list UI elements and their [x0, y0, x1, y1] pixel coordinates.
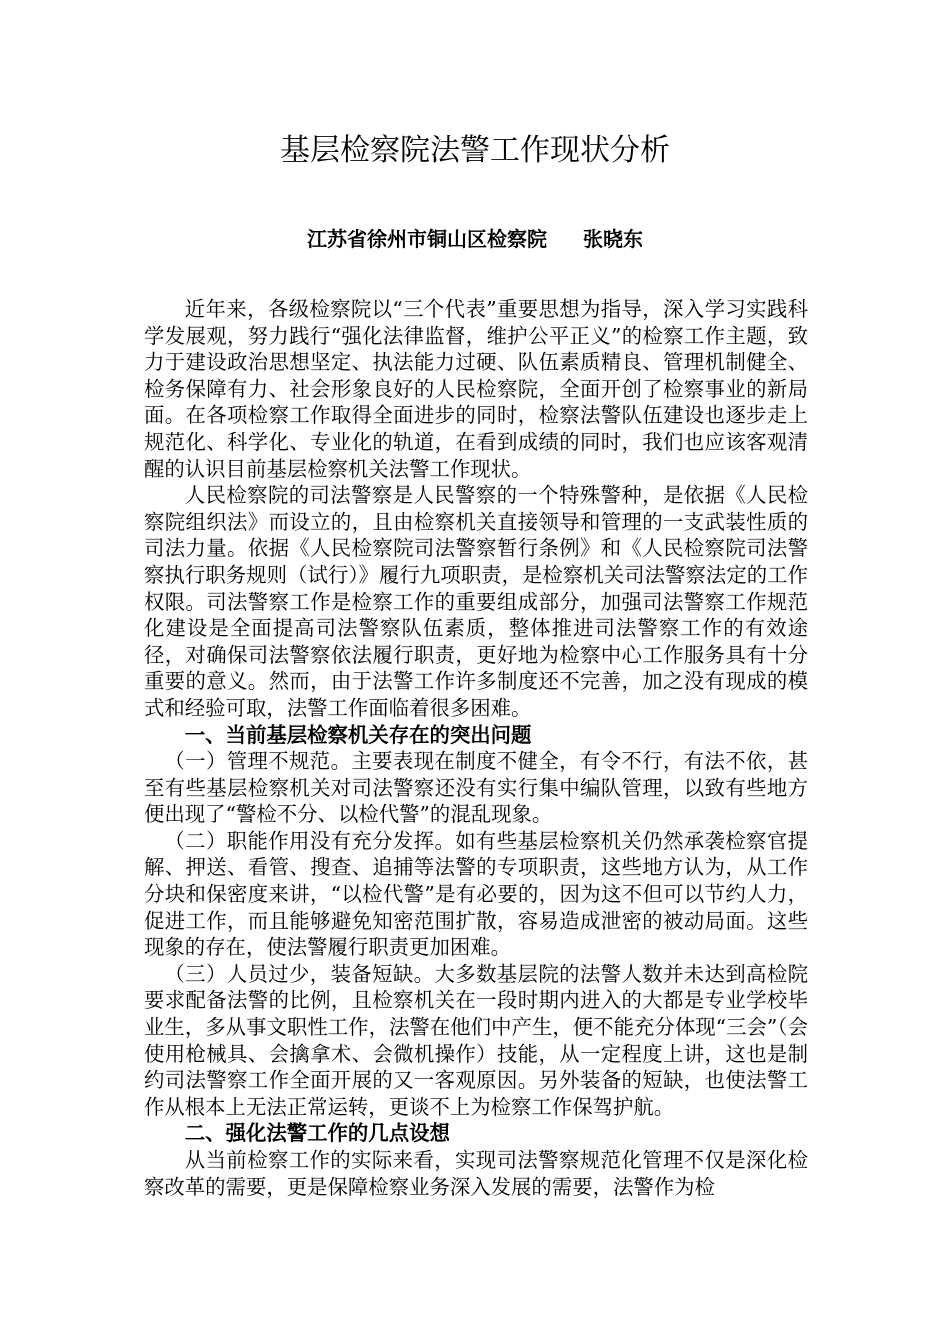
section-heading-problems: 一、当前基层检察机关存在的突出问题: [184, 722, 532, 747]
paragraph-intro: 近年来，各级检察院以“三个代表”重要思想为指导，深入学习实践科学发展观，努力践行“强化法律监督，维护公平正义”的检察工作主题，致力于建设政治思想坚定、执法能力过硬、队伍素质精良、管理机制健全、检务保障有力、社会形象良好的人民检察院，全面开创了检察事业的新局面。在各项检察工作取得全面进步的同时，检察法警队伍建设也逐步走上规范化、科学化、专业化的轨道，在看到成绩的同时，我们也应该客观清醒的认识目前基层检察机关法警工作现状。: [144, 297, 808, 481]
byline-organization: 江苏省徐州市铜山区检察院: [307, 227, 547, 251]
paragraph-problem-1: （一）管理不规范。主要表现在制度不健全，有令不行，有法不依，甚至有些基层检察机关对司法警察还没有实行集中编队管理，以致有些地方便出现了“警检不分、以检代警”的混乱现象。: [144, 749, 808, 827]
paragraph-problem-2: （二）职能作用没有充分发挥。如有些基层检察机关仍然承袭检察官提解、押送、看管、搜查、追捕等法警的专项职责，这些地方认为，从工作分块和保密度来讲，“以检代警”是有必要的，因为这不但可以节约人力，促进工作，而且能够避免知密范围扩散，容易造成泄密的被动局面。这些现象的存在，使法警履行职责更加困难。: [144, 828, 808, 960]
paragraph-judicial-police: 人民检察院的司法警察是人民警察的一个特殊警种，是依据《人民检察院组织法》而设立的，且由检察机关直接领导和管理的一支武装性质的司法力量。依据《人民检察院司法警察暂行条例》和《人民检察院司法警察执行职务规则（试行）》履行九项职责，是检察机关司法警察法定的工作权限。司法警察工作是检察工作的重要组成部分，加强司法警察工作规范化建设是全面提高司法警察队伍素质，整体推进司法警察工作的有效途径，对确保司法警察依法履行职责，更好地为检察中心工作服务具有十分重要的意义。然而，由于法警工作许多制度还不完善，加之没有现成的模式和经验可取，法警工作面临着很多困难。: [144, 483, 808, 720]
paragraph-problem-3: （三）人员过少，装备短缺。大多数基层院的法警人数并未达到高检院要求配备法警的比例，且检察机关在一段时期内进入的大都是专业学校毕业生，多从事文职性工作，法警在他们中产生，便不能充分体现“三会”（会使用枪械具、会擒拿术、会微机操作）技能，从一定程度上讲，这也是制约司法警察工作全面开展的又一客观原因。另外装备的短缺，也使法警工作从根本上无法正常运转，更谈不上为检察工作保驾护航。: [144, 961, 808, 1119]
byline: [0, 225, 950, 253]
byline-author: 张晓东: [583, 227, 643, 251]
section-heading-proposals: 二、强化法警工作的几点设想: [184, 1121, 450, 1146]
document-body: [144, 296, 808, 1200]
paragraph-proposals-intro: 从当前检察工作的实际来看，实现司法警察规范化管理不仅是深化检察改革的需要，更是保障检察业务深入发展的需要，法警作为检: [144, 1148, 808, 1199]
document-title: 基层检察院法警工作现状分析: [280, 133, 670, 168]
